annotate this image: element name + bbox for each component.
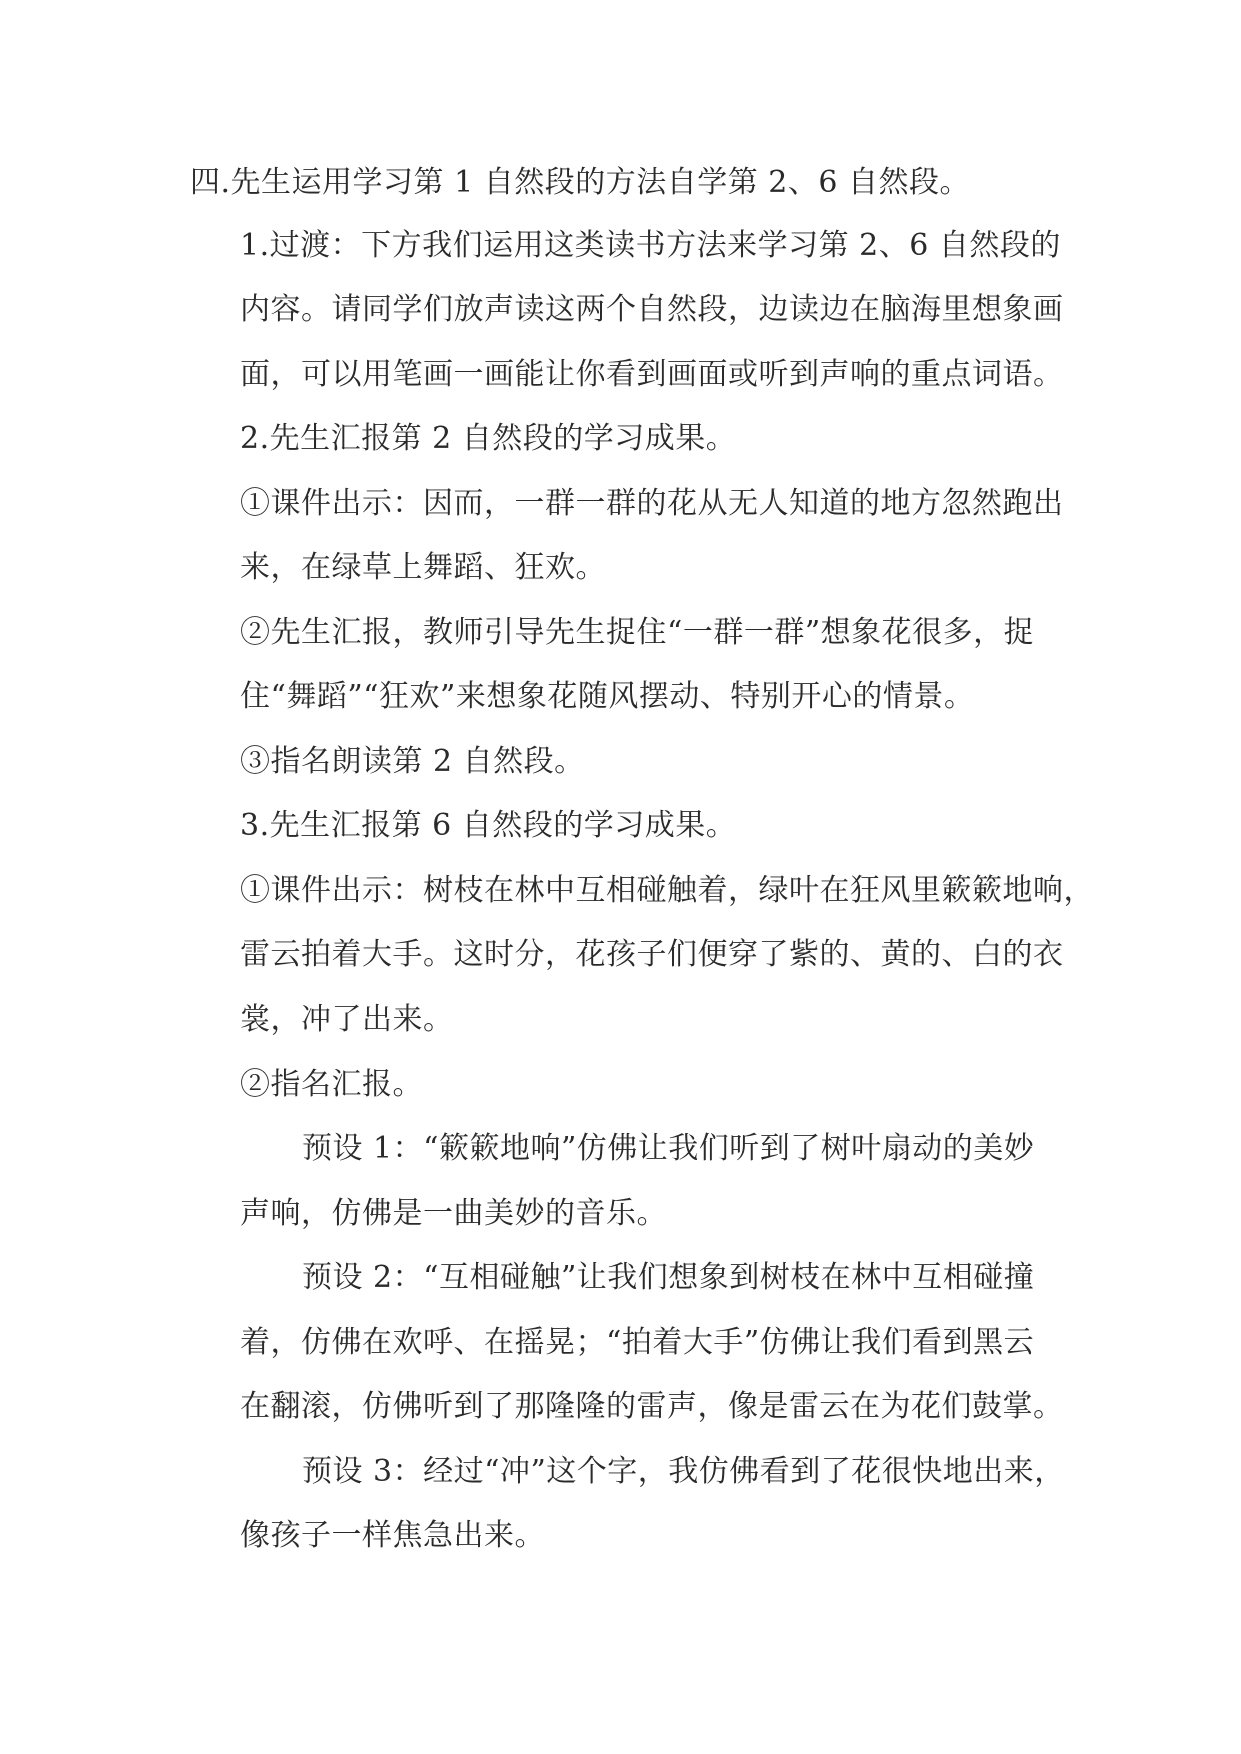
paragraph-line: 像孩子一样焦急出来。 bbox=[240, 1518, 545, 1553]
paragraph-line: 内容。请同学们放声读这两个自然段，边读边在脑海里想象画 bbox=[240, 292, 1064, 327]
paragraph-line: ①课件出示：树枝在林中互相碰触着，绿叶在狂风里簌簌地响， bbox=[240, 873, 1094, 908]
paragraph-line: 2.先生汇报第 2 自然段的学习成果。 bbox=[240, 421, 737, 456]
paragraph-line: 裳，冲了出来。 bbox=[240, 1002, 454, 1037]
paragraph-line: ①课件出示：因而，一群一群的花从无人知道的地方忽然跑出 bbox=[240, 486, 1064, 521]
paragraph-line: 预设 2：“互相碰触”让我们想象到树枝在林中互相碰撞 bbox=[302, 1260, 1035, 1295]
paragraph-line: 预设 3：经过“冲”这个字，我仿佛看到了花很快地出来， bbox=[302, 1454, 1065, 1489]
paragraph-line: 1.过渡：下方我们运用这类读书方法来学习第 2、6 自然段的 bbox=[240, 228, 1061, 263]
paragraph-line: 预设 1：“簌簌地响”仿佛让我们听到了树叶扇动的美妙 bbox=[302, 1131, 1035, 1166]
paragraph-line: 来，在绿草上舞蹈、狂欢。 bbox=[240, 550, 606, 585]
paragraph-line: ②先生汇报，教师引导先生捉住“一群一群”想象花很多，捉 bbox=[240, 615, 1035, 650]
paragraph-line: ③指名朗读第 2 自然段。 bbox=[240, 744, 585, 779]
section-heading: 四.先生运用学习第 1 自然段的方法自学第 2、6 自然段。 bbox=[190, 165, 970, 200]
paragraph-line: 面，可以用笔画一画能让你看到画面或听到声响的重点词语。 bbox=[240, 357, 1064, 392]
paragraph-line: 着，仿佛在欢呼、在摇晃；“拍着大手”仿佛让我们看到黑云 bbox=[240, 1325, 1035, 1360]
paragraph-line: 住“舞蹈”“狂欢”来想象花随风摆动、特别开心的情景。 bbox=[240, 679, 975, 714]
paragraph-line: 声响，仿佛是一曲美妙的音乐。 bbox=[240, 1196, 667, 1231]
paragraph-line: 雷云拍着大手。这时分，花孩子们便穿了紫的、黄的、白的衣 bbox=[240, 937, 1064, 972]
paragraph-line: 3.先生汇报第 6 自然段的学习成果。 bbox=[240, 808, 737, 843]
paragraph-line: ②指名汇报。 bbox=[240, 1067, 423, 1102]
paragraph-line: 在翻滚，仿佛听到了那隆隆的雷声，像是雷云在为花们鼓掌。 bbox=[240, 1389, 1064, 1424]
